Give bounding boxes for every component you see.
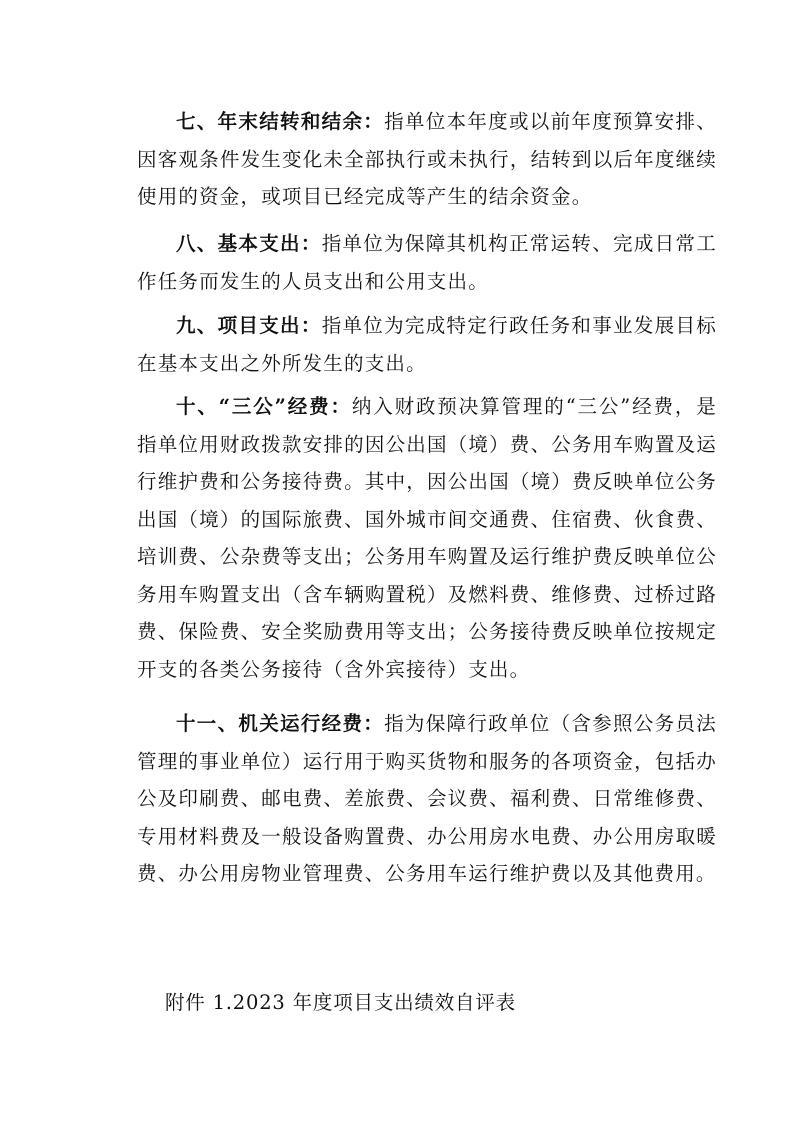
section-agency-operating-funds (137, 705, 717, 893)
section-text: 指单位本年度或以前年度预算安排、因客观条件发生变化未全部执行或未执行，结转到以后年度继续使用的资金，或项目已经完成等产生的结余资金。 (137, 110, 717, 208)
section-three-public-funds (137, 388, 717, 688)
section-term: 八、基本支出： (176, 232, 322, 255)
section-project-expenditure (137, 307, 717, 382)
section-text: 纳入财政预决算管理的“三公”经费，是指单位用财政拨款安排的因公出国（境）费、公务用车购置及运行维护费和公务接待费。其中，因公出国（境）费反映单位公务出国（境）的国际旅费、国外城市间交通费、住宿费、伙食费、培训费、公杂费等支出；公务用车购置及运行维护费反映单位公务用车购置支出（含车辆购置税）及燃料费、维修费、过桥过路费、保险费、安全奖励费用等支出；公务接待费反映单位按规定开支的各类公务接待（含外宾接待）支出。 (137, 395, 717, 681)
section-text: 指为保障行政单位（含参照公务员法管理的事业单位）运行用于购买货物和服务的各项资金，包括办公及印刷费、邮电费、差旅费、会议费、福利费、日常维修费、专用材料费及一般设备购置费、办公用房水电费、办公用房取暖费、办公用房物业管理费、公务用车运行维护费以及其他费用。 (137, 712, 717, 885)
section-term: 九、项目支出： (176, 314, 322, 337)
section-year-end-carryover (137, 103, 717, 216)
section-term: 七、年末结转和结余： (176, 110, 385, 133)
section-basic-expenditure (137, 225, 717, 300)
section-term: 十一、机关运行经费： (176, 712, 385, 735)
section-term: 十、“三公”经费： (176, 395, 352, 418)
attachment-note: 附件 1.2023 年度项目支出绩效自评表 (165, 991, 516, 1014)
section-text: 指单位为保障其机构正常运转、完成日常工作任务而发生的人员支出和公用支出。 (137, 232, 717, 293)
section-text: 指单位为完成特定行政任务和事业发展目标在基本支出之外所发生的支出。 (137, 314, 717, 375)
